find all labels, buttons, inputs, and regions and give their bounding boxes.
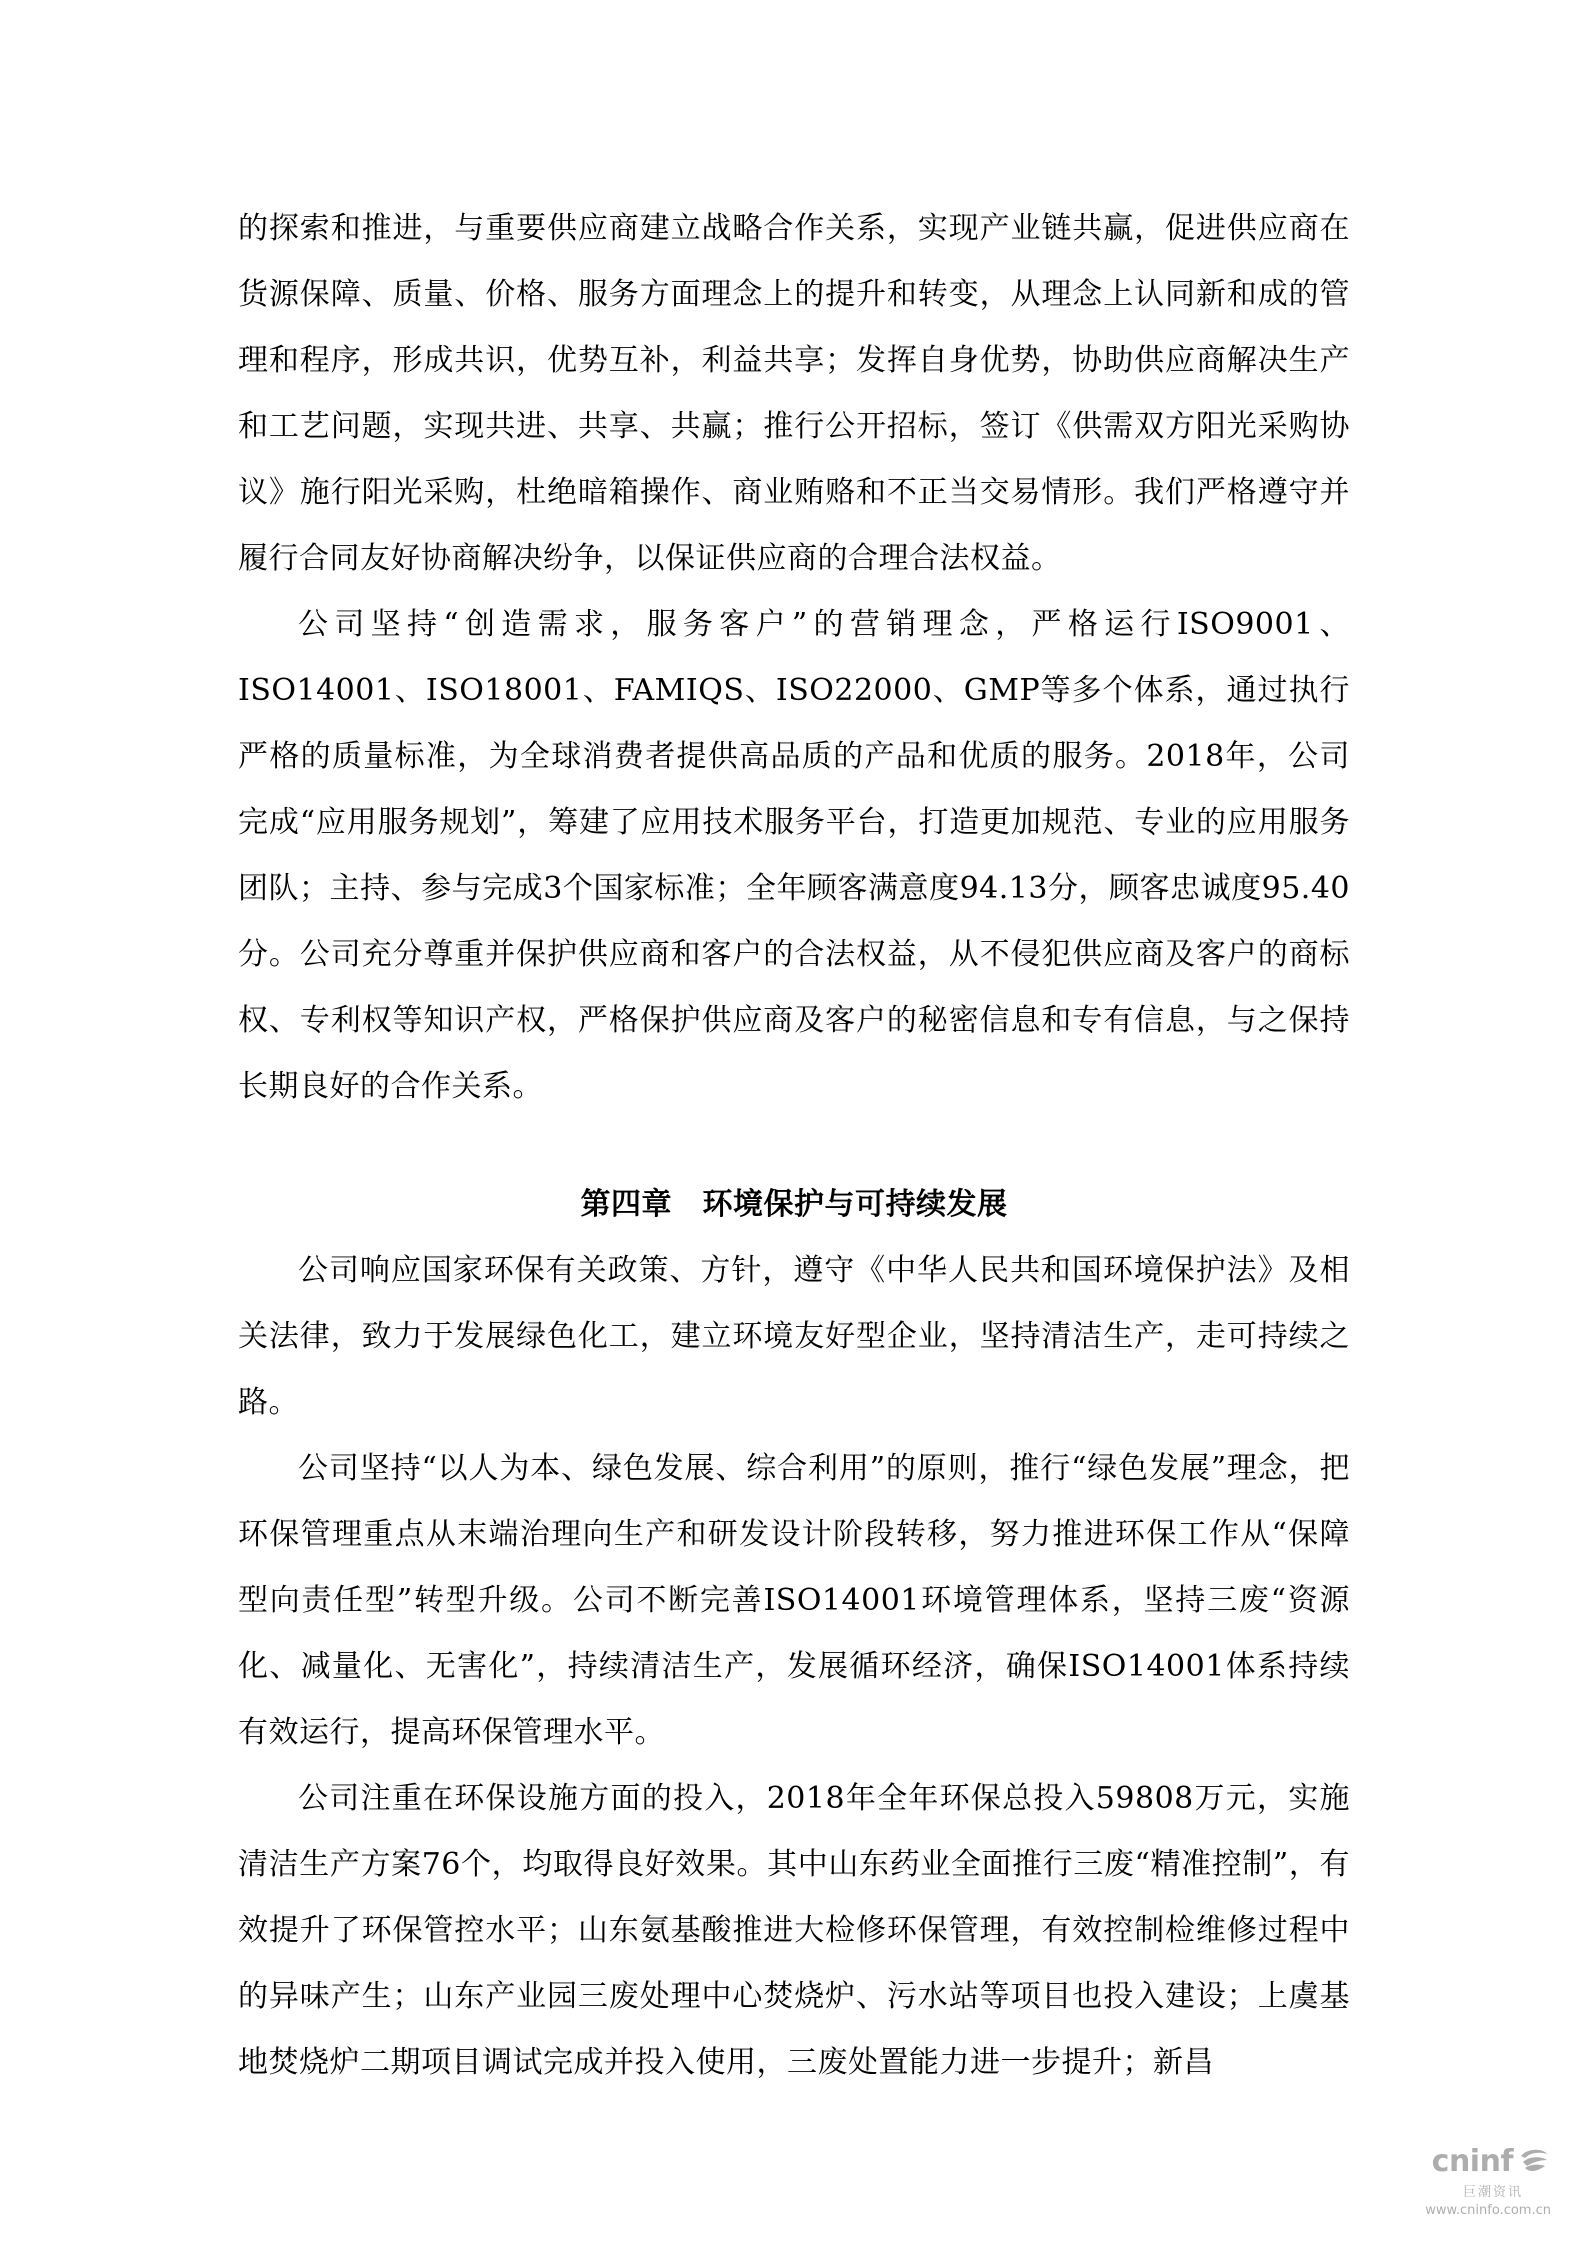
watermark-chinese-name: 巨潮资讯 xyxy=(1462,2185,1523,2200)
watermark-logo xyxy=(1432,2141,1551,2181)
cninf-swirl-icon xyxy=(1517,2146,1551,2176)
paragraph-green-development: 公司坚持“以人为本、绿色发展、综合利用”的原则，推行“绿色发展”理念，把环保管理重点从末端治理向生产和研发设计阶段转移，努力推进环保工作从“保障型向责任型”转型升级。公司不断完善ISO14001环境管理体系，坚持三废“资源化、减量化、无害化”，持续清洁生产，发展循环经济，确保ISO14001体系持续有效运行，提高环保管理水平。 xyxy=(238,1451,1350,1750)
cninfo-watermark xyxy=(1389,2141,1559,2231)
paragraph-supplier-cooperation: 的探索和推进，与重要供应商建立战略合作关系，实现产业链共赢，促进供应商在货源保障、质量、价格、服务方面理念上的提升和转变，从理念上认同新和成的管理和程序，形成共识，优势互补，利益共享；发挥自身优势，协助供应商解决生产和工艺问题，实现共进、共享、共赢；推行公开招标，签订《供需双方阳光采购协议》施行阳光采购，杜绝暗箱操作、商业贿赂和不正当交易情形。我们严格遵守并履行合同友好协商解决纷争，以保证供应商的合理合法权益。 xyxy=(238,211,1350,576)
watermark-logo-text: cninf xyxy=(1431,2143,1513,2179)
document-body xyxy=(238,196,1350,2096)
paragraph-environment-policy: 公司响应国家环保有关政策、方针，遵守《中华人民共和国环境保护法》及相关法律，致力于发展绿色化工，建立环境友好型企业，坚持清洁生产，走可持续之路。 xyxy=(238,1253,1350,1420)
watermark-url: www.cninfo.com.cn xyxy=(1425,2203,1551,2218)
paragraph-marketing-quality: 公司坚持“创造需求，服务客户”的营销理念，严格运行ISO9001、ISO14001、ISO18001、FAMIQS、ISO22000、GMP等多个体系，通过执行严格的质量标准，为全球消费者提供高品质的产品和优质的服务。2018年，公司完成“应用服务规划”，筹建了应用技术服务平台，打造更加规范、专业的应用服务团队；主持、参与完成3个国家标准；全年顾客满意度94.13分，顾客忠诚度95.40分。公司充分尊重并保护供应商和客户的合法权益，从不侵犯供应商及客户的商标权、专利权等知识产权，严格保护供应商及客户的秘密信息和专有信息，与之保持长期良好的合作关系。 xyxy=(238,607,1350,1104)
chapter-title: 第四章 环境保护与可持续发展 xyxy=(580,1187,1008,1222)
paragraph-environment-investment: 公司注重在环保设施方面的投入，2018年全年环保总投入59808万元，实施清洁生产方案76个，均取得良好效果。其中山东药业全面推行三废“精准控制”，有效提升了环保管控水平；山东氨基酸推进大检修环保管理，有效控制检维修过程中的异味产生；山东产业园三废处理中心焚烧炉、污水站等项目也投入建设；上虞基地焚烧炉二期项目调试完成并投入使用，三废处置能力进一步提升；新昌 xyxy=(238,1781,1350,2080)
